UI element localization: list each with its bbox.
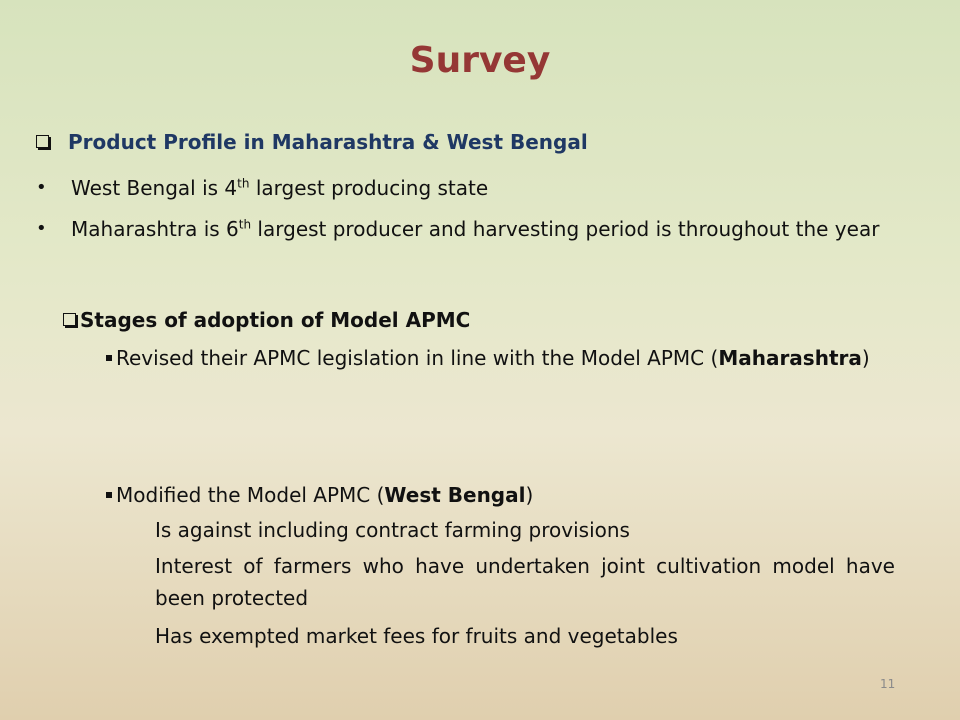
bullet-maharashtra [71, 213, 933, 245]
detail-line: Has exempted market fees for fruits and vegetables [155, 624, 678, 648]
heading-text: Product Profile in Maharashtra & West Bengal [68, 130, 588, 154]
stage-state: West Bengal [384, 483, 526, 507]
bullet-superscript: th [237, 176, 250, 191]
bullet-text-post: largest producer and harvesting period is throughout the year [251, 217, 880, 241]
bullet-west-bengal [71, 172, 933, 204]
bullet-superscript: th [238, 217, 252, 232]
square-bullet-icon [106, 355, 112, 361]
detail-line: Is against including contract farming provisions [155, 518, 630, 542]
stage-text: Revised their APMC legislation in line with the Model APMC ( [116, 346, 719, 370]
stage-state: Maharashtra [718, 346, 862, 370]
section-heading-stages [63, 304, 470, 336]
checkbox-bullet-icon [63, 313, 76, 326]
bullet-dot-icon: • [36, 218, 47, 239]
bullet-text-post: largest producing state [249, 176, 489, 200]
square-bullet-icon [106, 492, 112, 498]
detail-line: Interest of farmers who have undertaken joint cultivation model have been protected [155, 554, 895, 610]
bullet-text-pre: West Bengal is 4 [71, 176, 238, 200]
heading-text: Stages of adoption of Model APMC [80, 308, 471, 332]
slide-title: Survey [409, 40, 551, 81]
section-heading-product-profile [36, 126, 588, 158]
stage-item-maharashtra [106, 342, 895, 374]
stage-text: Modified the Model APMC ( [116, 483, 385, 507]
bullet-text-pre: Maharashtra is 6 [71, 217, 239, 241]
bullet-dot-icon: • [36, 177, 47, 198]
stage-close: ) [525, 483, 534, 507]
stage-item-west-bengal [106, 479, 895, 511]
checkbox-bullet-icon [36, 135, 49, 148]
stage-close: ) [861, 346, 870, 370]
page-number: 11 [880, 677, 896, 691]
